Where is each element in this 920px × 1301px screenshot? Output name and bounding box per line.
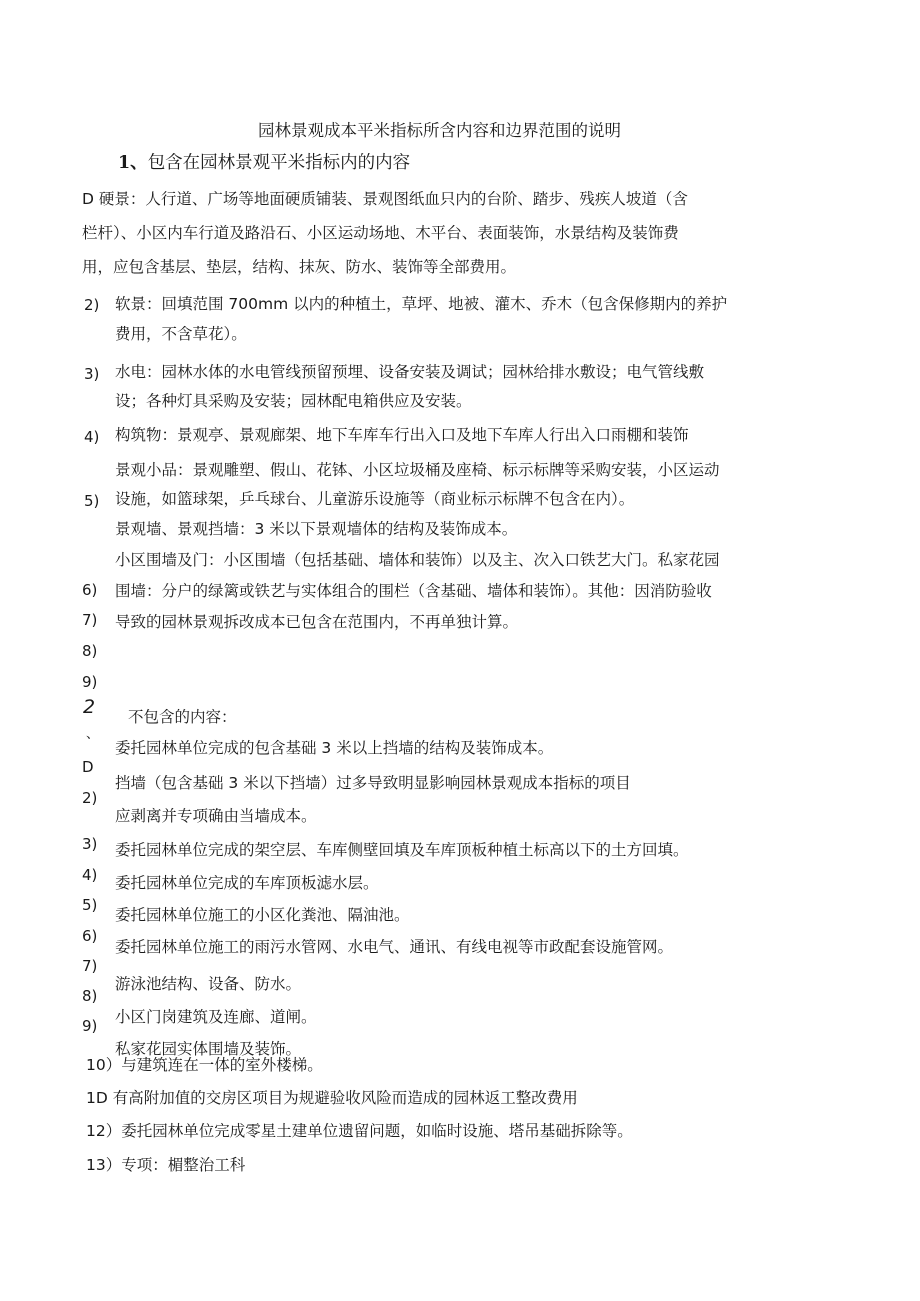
s2-line-7: 委托园林单位施工的雨污水管网、水电气、通讯、有线电视等市政配套设施管网。	[115, 938, 674, 956]
s1-item3-line-1: 水电：园林水体的水电管线预留预埋、设备安装及调试；园林给排水敷设；电气管线敷	[115, 363, 705, 381]
s2-number-9: 9)	[82, 1017, 98, 1035]
s2-line-9: 小区门岗建筑及连廊、道闸。	[115, 1008, 317, 1026]
s1-number-9: 9)	[82, 673, 98, 691]
s2-tail-line-11: 1D 有高附加值的交房区项目为规避验收风险而造成的园林返工整改费用	[86, 1089, 578, 1107]
s1-item2-number: 2)	[84, 296, 100, 314]
section-1-heading	[118, 153, 410, 173]
s2-line-8: 游泳池结构、设备、防水。	[115, 975, 302, 993]
s1-item2-line-1: 软景：回填范围 700mm 以内的种植土，草坪、地被、灌木、乔木（包含保修期内的养护	[115, 295, 728, 313]
section-2-number: 2	[83, 696, 96, 718]
s2-number-6: 6)	[82, 927, 98, 945]
section-2-separator: 、	[86, 727, 100, 742]
s1-number-5: 5)	[84, 492, 100, 510]
s1-item1-line-3: 用，应包含基层、垫层，结构、抹灰、防水、装饰等全部费用。	[82, 258, 517, 276]
s2-tail-line-10: 10）与建筑连在一体的室外楼梯。	[86, 1056, 323, 1074]
s2-number-1: D	[82, 758, 94, 776]
s1-number-7: 7)	[82, 611, 98, 629]
s1-item2-line-2: 费用，不含草花）。	[115, 325, 247, 343]
s1-tail-line-2: 设施，如篮球架，乒乓球台、儿童游乐设施等（商业标示标牌不包含在内）。	[115, 490, 635, 508]
s1-number-8: 8)	[82, 642, 98, 660]
s2-tail-line-13: 13）专项：楣整治工科	[86, 1156, 246, 1174]
s2-number-7: 7)	[82, 957, 98, 975]
s2-line-1: 委托园林单位完成的包含基础 3 米以上挡墙的结构及装饰成本。	[115, 739, 554, 757]
s1-item4-number: 4)	[84, 428, 100, 446]
s2-number-5: 5)	[82, 896, 98, 914]
s1-item4-line: 构筑物：景观亭、景观廊架、地下车库车行出入口及地下车库人行出入口雨棚和装饰	[115, 426, 689, 444]
s1-tail-line-6: 导致的园林景观拆改成本已包含在范围内，不再单独计算。	[115, 613, 519, 631]
document-title: 园林景观成本平米指标所含内容和边界范围的说明	[258, 121, 621, 140]
s2-number-4: 4)	[82, 866, 98, 884]
s1-tail-line-5: 围墙：分户的绿篱或铁艺与实体组合的围栏（含基础、墙体和装饰）。其他：因消防验收	[115, 582, 712, 600]
s1-item3-line-2: 设；各种灯具采购及安装；园林配电箱供应及安装。	[115, 392, 472, 410]
section-2-heading: 不包含的内容：	[128, 708, 237, 726]
s2-tail-line-12: 12）委托园林单位完成零星土建单位遗留问题，如临时设施、塔吊基础拆除等。	[86, 1122, 633, 1140]
s1-number-6: 6)	[82, 581, 98, 599]
s1-tail-line-4: 小区围墙及门：小区围墙（包括基础、墙体和装饰）以及主、次入口铁艺大门。私家花园	[115, 551, 720, 569]
s1-item3-number: 3)	[84, 365, 100, 383]
s2-line-2: 挡墙（包含基础 3 米以下挡墙）过多导致明显影响园林景观成本指标的项目	[115, 774, 631, 792]
s1-tail-line-1: 景观小品：景观雕塑、假山、花钵、小区垃圾桶及座椅、标示标牌等采购安装，小区运动	[115, 461, 720, 479]
s2-number-8: 8)	[82, 987, 98, 1005]
section-1-number: 1、	[118, 153, 148, 173]
s1-tail-line-3: 景观墙、景观挡墙：3 米以下景观墙体的结构及装饰成本。	[115, 520, 518, 538]
section-1-heading-text: 包含在园林景观平米指标内的内容	[147, 153, 411, 173]
s2-line-6: 委托园林单位施工的小区化粪池、隔油池。	[115, 906, 410, 924]
s1-item1-line-2: 栏杆）、小区内车行道及路沿石、小区运动场地、木平台、表面装饰，水景结构及装饰费	[82, 224, 679, 242]
s1-item1-line-1: D 硬景：人行道、广场等地面硬质铺装、景观图纸血只内的台阶、踏步、残疾人坡道（含	[82, 190, 688, 208]
s2-line-10: 私家花园实体围墙及装饰。	[115, 1040, 302, 1058]
s2-line-4: 委托园林单位完成的架空层、车库侧壁回填及车库顶板种植土标高以下的土方回填。	[115, 841, 689, 859]
s2-line-5: 委托园林单位完成的车库顶板滤水层。	[115, 874, 379, 892]
s2-number-3: 3)	[82, 835, 98, 853]
s2-line-3: 应剥离并专项确由当墙成本。	[115, 807, 317, 825]
s2-number-2: 2)	[82, 789, 98, 807]
